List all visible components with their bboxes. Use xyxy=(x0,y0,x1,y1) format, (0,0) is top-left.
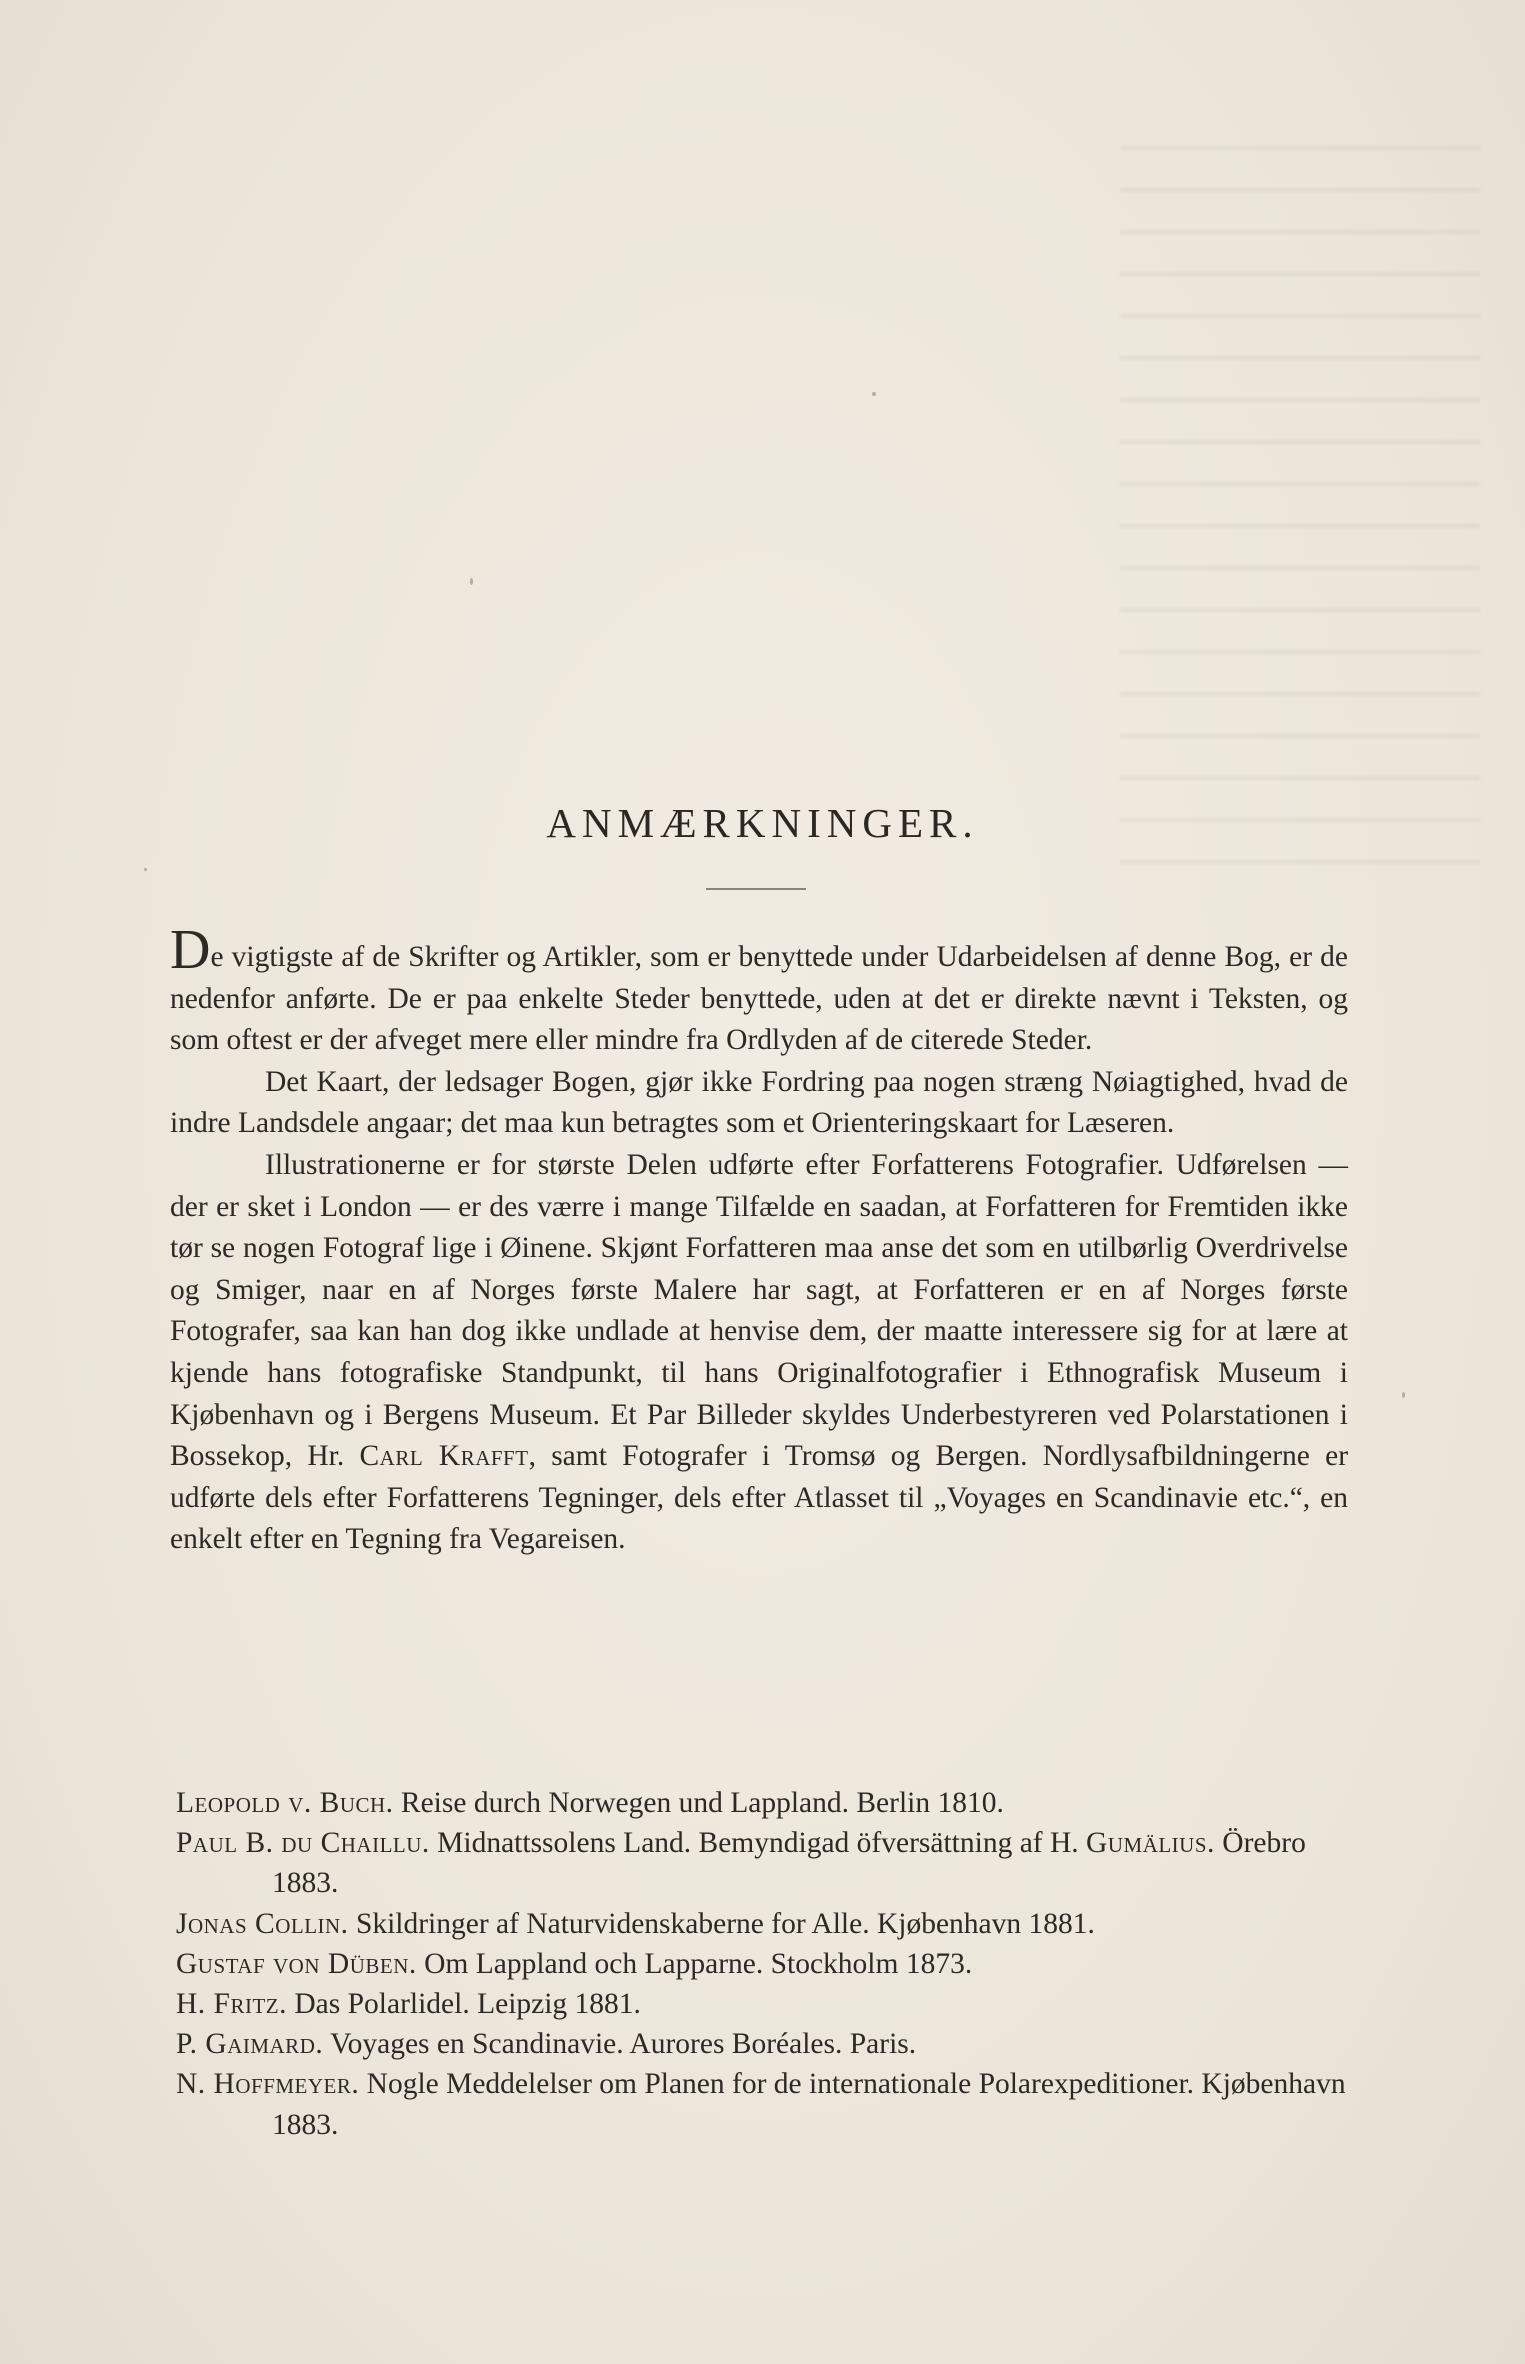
reference-author: Jonas Collin. xyxy=(176,1907,349,1940)
reference-list xyxy=(176,1783,1348,2145)
reference-title: Skildringer af Naturvidenskaberne for Alle. Kjøbenhavn 1881. xyxy=(355,1907,1095,1940)
paragraph-text: Det Kaart, der ledsager Bogen, gjør ikke Fordring paa nogen stræng Nøiagtighed, hvad de indre Landsdele angaar; det maa kun betragtes som et Orienteringskaart for Læseren. xyxy=(170,1065,1348,1140)
reference-title: Om Lappland och Lapparne. Stockholm 1873. xyxy=(424,1947,973,1980)
reference-title: Nogle Meddelelser om Planen for de internationale Polarexpeditioner. Kjøbenhavn 1883. xyxy=(272,2068,1346,2141)
show-through-text xyxy=(1120,120,1480,880)
reference-item xyxy=(176,1823,1348,1903)
reference-author: Gustaf von Düben. xyxy=(176,1947,417,1980)
reference-title: Reise durch Norwegen und Lappland. Berlin 1810. xyxy=(400,1787,1004,1819)
drop-cap: D xyxy=(170,919,211,981)
intro-paragraph-2 xyxy=(170,1062,1348,1145)
title-rule xyxy=(706,888,806,890)
reference-title: Örebro 1883. xyxy=(272,1827,1306,1900)
person-name: Carl Krafft xyxy=(359,1440,529,1473)
paper-speck xyxy=(470,578,473,585)
reference-item xyxy=(176,2024,1348,2064)
reference-author: Leopold v. Buch. xyxy=(176,1787,394,1819)
intro-text xyxy=(170,919,1349,1561)
paper-speck xyxy=(872,392,876,396)
paragraph-text: Illustrationerne er for største Delen udførte efter Forfatterens Fotografier. Udførelsen — der er sket i London — er des værre i mange Tilfælde en saadan, at Forfatteren for Fremtiden ikke tør se nogen Fotograf lige i Øinene. Skjønt Forfatteren maa anse det som en utilbørlig Overdrivelse og Smiger, naar en af Norges første Malere har sagt, at Forfatteren er en af Norges første Fotografer, saa kan han dog ikke undlade at henvise dem, der maatte interessere sig for at lære at kjende hans fotografiske Standpunkt, til hans Originalfotografier i Ethnografisk Museum i Kjøbenhavn og i Bergens Museum. Et Par Billeder skyldes Underbestyreren ved Polarstationen i Bossekop, Hr. xyxy=(170,1148,1348,1473)
reference-translator: Gumälius. xyxy=(1086,1827,1215,1860)
reference-item xyxy=(176,1904,1348,1944)
paper-speck xyxy=(144,868,147,871)
intro-paragraph-1 xyxy=(170,919,1348,1062)
reference-author: Paul B. du Chaillu. xyxy=(176,1827,430,1860)
reference-title: Midnattssolens Land. Bemyndigad öfversättning af H. xyxy=(437,1827,1079,1860)
reference-item xyxy=(176,1944,1348,1984)
reference-item xyxy=(176,1783,1348,1823)
reference-author: H. Fritz. xyxy=(176,1988,287,2021)
intro-paragraph-3 xyxy=(170,1145,1348,1561)
reference-item xyxy=(176,1984,1348,2024)
paper-speck xyxy=(1402,1392,1405,1398)
page-title: ANMÆRKNINGER. xyxy=(546,800,979,847)
reference-item xyxy=(176,2064,1348,2144)
reference-title: Das Polarlidel. Leipzig 1881. xyxy=(294,1988,641,2021)
paragraph-text: , samt Fotografer i Tromsø og Bergen. Nordlysafbildningerne er udførte dels efter Forfatterens Tegninger, dels efter Atlasset til „Voyages en Scandinavie etc.“, en enkelt efter en Tegning fra Vegareisen. xyxy=(170,1440,1349,1556)
reference-author: N. Hoffmeyer. xyxy=(176,2068,360,2101)
reference-author: P. Gaimard. xyxy=(176,2028,324,2061)
reference-title: Voyages en Scandinavie. Aurores Boréales. Paris. xyxy=(330,2028,917,2061)
paragraph-text: e vigtigste af de Skrifter og Artikler, som er benyttede under Udarbeidelsen af denne Bog, er de nedenfor anførte. De er paa enkelte Steder benyttede, uden at det er direkte nævnt i Teksten, og som oftest er der afveget mere eller mindre fra Ordlyden af de citerede Steder. xyxy=(170,941,1348,1057)
